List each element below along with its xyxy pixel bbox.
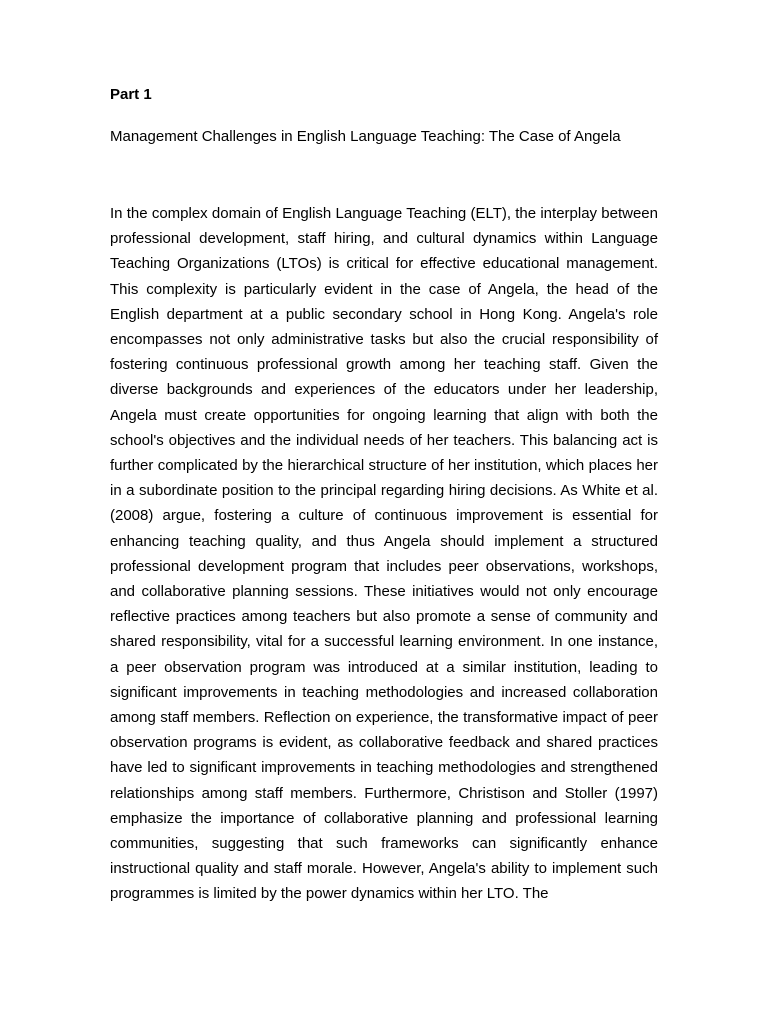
part-label: Part 1 <box>110 86 152 103</box>
document-title: Management Challenges in English Language Teaching: The Case of Angela <box>110 128 621 145</box>
document-content <box>110 86 658 907</box>
body-paragraph: In the complex domain of English Language Teaching (ELT), the interplay between professional development, staff hiring, and cultural dynamics within Language Teaching Organizations (LTOs) is critical for effective educational management. This complexity is particularly evident in the case of Angela, the head of the English department at a public secondary school in Hong Kong. Angela's role encompasses not only administrative tasks but also the crucial responsibility of fostering continuous professional growth among her teaching staff. Given the diverse backgrounds and experiences of the educators under her leadership, Angela must create opportunities for ongoing learning that align with both the school's objectives and the individual needs of her teachers. This balancing act is further complicated by the hierarchical structure of her institution, which places her in a subordinate position to the principal regarding hiring decisions. As White et al. (2008) argue, fostering a culture of continuous improvement is essential for enhancing teaching quality, and thus Angela should implement a structured professional development program that includes peer observations, workshops, and collaborative planning sessions. These initiatives would not only encourage reflective practices among teachers but also promote a sense of community and shared responsibility, vital for a successful learning environment. In one instance, a peer observation program was introduced at a similar institution, leading to significant improvements in teaching methodologies and increased collaboration among staff members. Reflection on experience, the transformative impact of peer observation programs is evident, as collaborative feedback and shared practices have led to significant improvements in teaching methodologies and strengthened relationships among staff members. Furthermore, Christison and Stoller (1997) emphasize the importance of collaborative planning and professional learning communities, suggesting that such frameworks can significantly enhance instructional quality and staff morale. However, Angela's ability to implement such programmes is limited by the power dynamics within her LTO. The <box>110 205 658 903</box>
